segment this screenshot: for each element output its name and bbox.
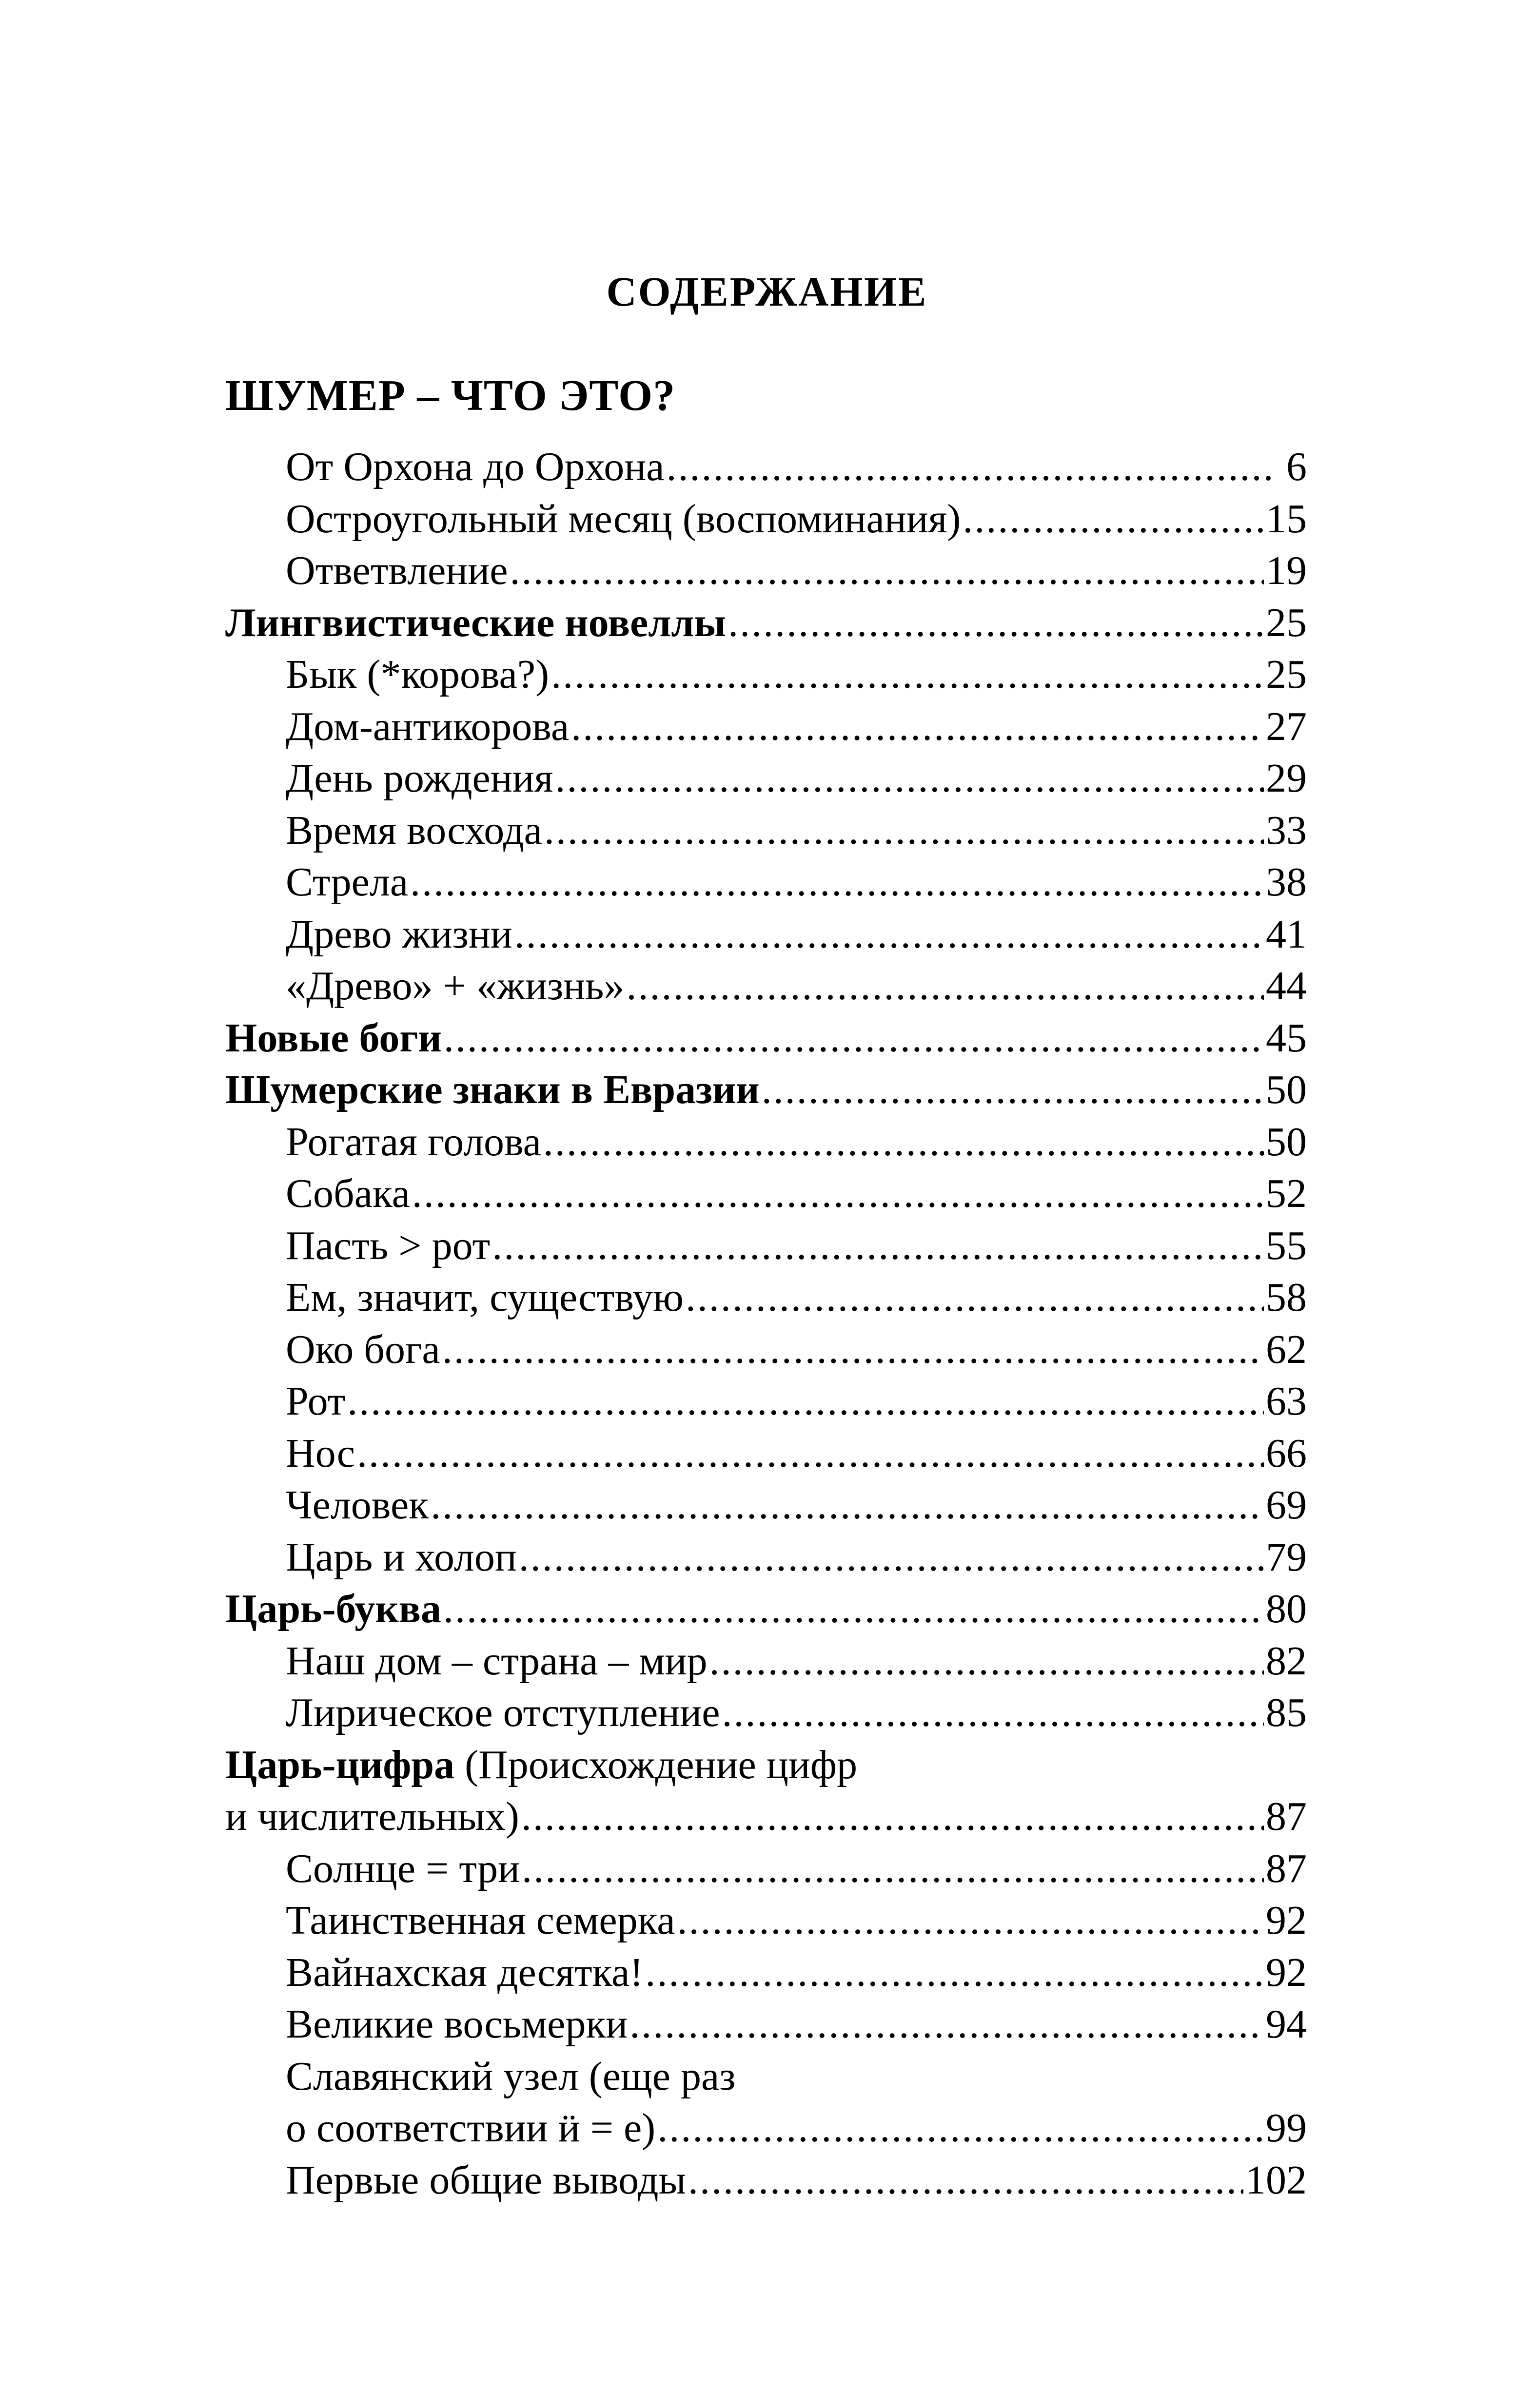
dot-leader bbox=[728, 597, 1264, 649]
toc-page-number: 79 bbox=[1266, 1534, 1307, 1580]
toc-entry bbox=[225, 1532, 1307, 1584]
toc-entry bbox=[225, 1843, 1307, 1895]
toc-entry-title bbox=[225, 1583, 441, 1635]
toc-entry bbox=[225, 545, 1307, 597]
toc-entry-title bbox=[286, 1168, 410, 1220]
toc-page-number: 58 bbox=[1266, 1275, 1307, 1320]
toc-page-number: 62 bbox=[1266, 1326, 1307, 1372]
toc-entry-title bbox=[286, 701, 569, 753]
toc-page-number: 92 bbox=[1266, 1898, 1307, 1943]
toc-entry-title bbox=[286, 753, 553, 805]
toc-entry-title-text: Солнце = три bbox=[286, 1845, 520, 1891]
toc-entry bbox=[225, 1739, 1307, 1791]
dot-leader bbox=[543, 1116, 1264, 1168]
toc-entry bbox=[225, 856, 1307, 909]
dot-leader bbox=[444, 1012, 1264, 1065]
dot-leader bbox=[551, 649, 1264, 701]
toc-page-number: 92 bbox=[1266, 1949, 1307, 1995]
toc-entry-title bbox=[286, 805, 542, 857]
dot-leader bbox=[645, 1947, 1264, 1999]
toc-entry bbox=[225, 1064, 1307, 1116]
toc-entry bbox=[225, 493, 1307, 545]
dot-leader bbox=[555, 753, 1264, 805]
dot-leader bbox=[510, 545, 1264, 597]
dot-leader bbox=[347, 1376, 1264, 1428]
toc-entry-title-text: Ответвление bbox=[286, 548, 508, 593]
toc-entry-title-text: Первые общие выводы bbox=[286, 2157, 686, 2203]
toc-entry bbox=[225, 1116, 1307, 1168]
toc-entry-title-text: и числительных) bbox=[225, 1794, 519, 1839]
toc-entry bbox=[225, 909, 1307, 961]
toc-entry-title bbox=[286, 1635, 708, 1688]
dot-leader bbox=[571, 701, 1264, 753]
toc-page-number: 27 bbox=[1266, 703, 1307, 749]
toc-page-number: 52 bbox=[1266, 1171, 1307, 1216]
toc-page-number: 19 bbox=[1266, 548, 1307, 593]
toc-page-number: 33 bbox=[1266, 807, 1307, 853]
toc-entry bbox=[225, 1272, 1307, 1324]
dot-leader bbox=[412, 1168, 1264, 1220]
toc-entry-title-text: Рогатая голова bbox=[286, 1119, 541, 1165]
part-title: ШУМЕР – ЧТО ЭТО? bbox=[225, 371, 676, 420]
toc-entry-title-text: Таинственная семерка bbox=[286, 1898, 675, 1943]
toc-entry-title bbox=[286, 1947, 643, 1999]
toc-entry bbox=[225, 1168, 1307, 1220]
toc-entry-title-text: Царь-цифра bbox=[225, 1742, 455, 1787]
dot-leader bbox=[629, 1999, 1264, 2051]
toc-entry-title bbox=[225, 1064, 760, 1116]
toc-page-number: 87 bbox=[1266, 1845, 1307, 1891]
toc-entry-title bbox=[286, 493, 961, 545]
toc-page-number: 102 bbox=[1245, 2157, 1307, 2203]
toc-entry-title-text: Дом-антикорова bbox=[286, 703, 570, 749]
toc-entry bbox=[225, 1999, 1307, 2051]
toc-entry bbox=[225, 1583, 1307, 1635]
table-of-contents bbox=[225, 441, 1307, 2206]
toc-entry-title bbox=[286, 1687, 720, 1739]
dot-leader bbox=[626, 960, 1264, 1012]
toc-entry bbox=[225, 2102, 1307, 2155]
toc-entry-title-text: Вайнахская десятка! bbox=[286, 1949, 644, 1995]
toc-entry-title bbox=[286, 856, 408, 909]
toc-entry bbox=[225, 701, 1307, 753]
toc-page-number: 50 bbox=[1266, 1119, 1307, 1165]
toc-entry bbox=[225, 2051, 1307, 2103]
toc-entry-title-text: Остроугольный месяц (воспоминания) bbox=[286, 496, 961, 542]
toc-entry-title-text: Древо жизни bbox=[286, 911, 512, 957]
dot-leader bbox=[431, 1479, 1264, 1532]
dot-leader bbox=[514, 909, 1264, 961]
toc-page-number: 38 bbox=[1266, 859, 1307, 905]
toc-entry-title bbox=[286, 1428, 355, 1480]
toc-entry-title bbox=[286, 1220, 490, 1272]
dot-leader bbox=[657, 2102, 1264, 2155]
toc-entry-title bbox=[286, 649, 549, 701]
toc-entry-title bbox=[286, 2155, 686, 2207]
toc-page-number: 15 bbox=[1266, 496, 1307, 542]
toc-entry bbox=[225, 1012, 1307, 1065]
toc-entry bbox=[225, 441, 1307, 493]
toc-entry-title-text: «Древо» + «жизнь» bbox=[286, 963, 625, 1009]
toc-entry-title bbox=[286, 909, 512, 961]
dot-leader bbox=[762, 1064, 1264, 1116]
dot-leader bbox=[963, 493, 1264, 545]
toc-entry-title bbox=[286, 1116, 541, 1168]
toc-entry-title-text: Собака bbox=[286, 1171, 410, 1216]
toc-entry-title bbox=[225, 597, 726, 649]
toc-entry-title-text: От Орхона до Орхона bbox=[286, 444, 665, 489]
toc-entry bbox=[225, 1895, 1307, 1947]
toc-entry bbox=[225, 1687, 1307, 1739]
dot-leader bbox=[357, 1428, 1264, 1480]
toc-entry-title bbox=[286, 441, 665, 493]
toc-page-number: 80 bbox=[1266, 1586, 1307, 1631]
toc-entry-title-text: Пасть > рот bbox=[286, 1223, 491, 1268]
toc-entry bbox=[225, 1635, 1307, 1688]
dot-leader bbox=[709, 1635, 1264, 1688]
dot-leader bbox=[521, 1791, 1264, 1843]
toc-page-number: 66 bbox=[1266, 1430, 1307, 1476]
toc-page-number: 94 bbox=[1266, 2001, 1307, 2047]
toc-entry-title bbox=[286, 1479, 429, 1532]
dot-leader bbox=[677, 1895, 1264, 1947]
toc-entry bbox=[225, 753, 1307, 805]
toc-entry-title bbox=[286, 1272, 684, 1324]
toc-entry-title-text: Бык (*корова?) bbox=[286, 652, 550, 697]
toc-entry-title-text: Славянский узел (еще раз bbox=[286, 2053, 736, 2099]
toc-page-number: 25 bbox=[1266, 600, 1307, 645]
dot-leader bbox=[686, 1272, 1264, 1324]
toc-entry bbox=[225, 1479, 1307, 1532]
toc-entry bbox=[225, 1324, 1307, 1376]
toc-page-number: 25 bbox=[1266, 652, 1307, 697]
toc-page-number: 87 bbox=[1266, 1794, 1307, 1839]
toc-entry-title-text: Человек bbox=[286, 1482, 429, 1528]
toc-entry-title-text: о соответствии ӥ = е) bbox=[286, 2105, 656, 2151]
toc-entry-title-text: Царь и холоп bbox=[286, 1534, 517, 1580]
toc-entry bbox=[225, 1376, 1307, 1428]
toc-page-number: 82 bbox=[1266, 1638, 1307, 1684]
dot-leader bbox=[519, 1532, 1264, 1584]
dot-leader bbox=[492, 1220, 1264, 1272]
toc-entry bbox=[225, 2155, 1307, 2207]
toc-entry-title-text: Око бога bbox=[286, 1326, 440, 1372]
toc-entry-title bbox=[286, 545, 508, 597]
toc-entry bbox=[225, 1428, 1307, 1480]
toc-entry bbox=[225, 597, 1307, 649]
toc-entry-title bbox=[286, 1843, 520, 1895]
toc-entry-title bbox=[225, 1012, 442, 1065]
toc-entry-title-text: Ем, значит, существую bbox=[286, 1275, 684, 1320]
toc-entry-title bbox=[286, 1895, 675, 1947]
toc-entry bbox=[225, 1791, 1307, 1843]
toc-page-number: 41 bbox=[1266, 911, 1307, 957]
contents-heading: СОДЕРЖАНИЕ bbox=[606, 268, 928, 315]
toc-entry-title-text: Великие восьмерки bbox=[286, 2001, 628, 2047]
toc-entry-title bbox=[286, 1376, 345, 1428]
toc-page-number: 6 bbox=[1286, 444, 1307, 489]
toc-entry-title-text: Лингвистические новеллы bbox=[225, 600, 727, 645]
toc-page-number: 99 bbox=[1266, 2105, 1307, 2151]
dot-leader bbox=[544, 805, 1264, 857]
toc-page-number: 29 bbox=[1266, 756, 1307, 801]
dot-leader bbox=[522, 1843, 1264, 1895]
toc-entry bbox=[225, 960, 1307, 1012]
toc-page-number: 85 bbox=[1266, 1690, 1307, 1735]
toc-entry-title-text: Стрела bbox=[286, 859, 409, 905]
toc-entry-title-text: Наш дом – страна – мир bbox=[286, 1638, 708, 1684]
toc-page-number: 55 bbox=[1266, 1223, 1307, 1268]
toc-entry-title bbox=[286, 1999, 628, 2051]
toc-entry-title-text: Новые боги bbox=[225, 1015, 442, 1061]
toc-entry-title bbox=[286, 2051, 735, 2103]
toc-entry-title-text: Нос bbox=[286, 1430, 355, 1476]
toc-page-number: 50 bbox=[1266, 1067, 1307, 1112]
toc-entry-title bbox=[286, 1324, 440, 1376]
toc-page-number: 45 bbox=[1266, 1015, 1307, 1061]
toc-entry-title bbox=[225, 1791, 519, 1843]
toc-page-number: 44 bbox=[1266, 963, 1307, 1009]
toc-entry-title bbox=[286, 1532, 517, 1584]
toc-entry bbox=[225, 649, 1307, 701]
dot-leader bbox=[442, 1324, 1264, 1376]
toc-entry-title bbox=[286, 2102, 655, 2155]
toc-entry-title-text: Царь-буква bbox=[225, 1586, 442, 1631]
dot-leader bbox=[443, 1583, 1264, 1635]
toc-entry-title-text: Рот bbox=[286, 1379, 346, 1424]
toc-entry-title bbox=[225, 1739, 857, 1791]
toc-entry bbox=[225, 1947, 1307, 1999]
toc-page-number: 69 bbox=[1266, 1482, 1307, 1528]
toc-entry-title bbox=[286, 960, 624, 1012]
toc-page-number: 63 bbox=[1266, 1379, 1307, 1424]
toc-entry-title-text: Лирическое отступление bbox=[286, 1690, 720, 1735]
toc-entry-subtitle: (Происхождение цифр bbox=[454, 1742, 858, 1787]
toc-entry bbox=[225, 1220, 1307, 1272]
toc-entry-title-text: Время восхода bbox=[286, 807, 542, 853]
dot-leader bbox=[722, 1687, 1264, 1739]
dot-leader bbox=[667, 441, 1276, 493]
dot-leader bbox=[688, 2155, 1243, 2207]
toc-entry-title-text: Шумерские знаки в Евразии bbox=[225, 1067, 760, 1112]
dot-leader bbox=[410, 856, 1264, 909]
toc-entry-title-text: День рождения bbox=[286, 756, 553, 801]
toc-entry bbox=[225, 805, 1307, 857]
